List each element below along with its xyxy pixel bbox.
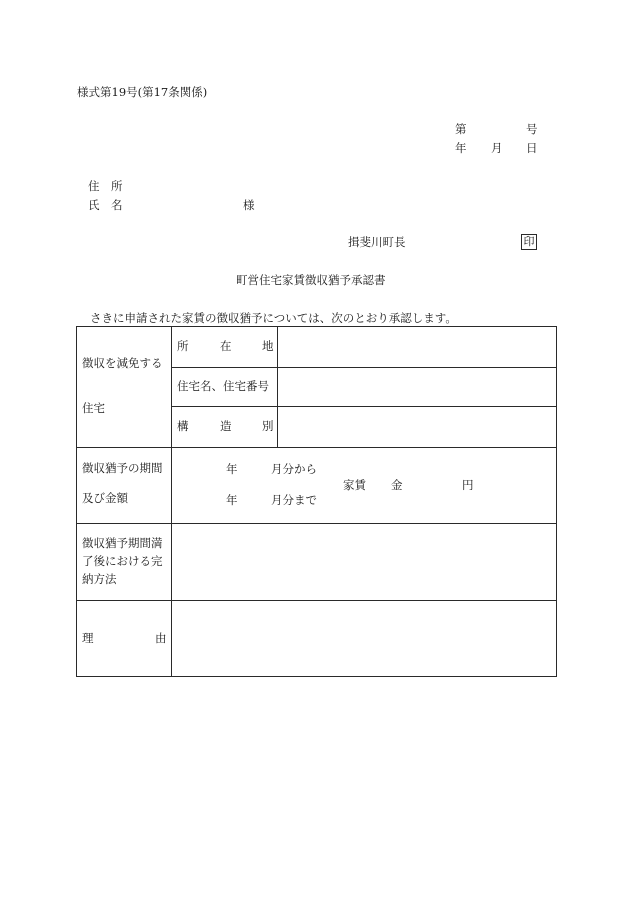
house-name-label: 住宅名、住宅番号 bbox=[177, 379, 269, 393]
doc-number-prefix: 第 bbox=[455, 122, 467, 136]
structure-label-char: 造 bbox=[220, 419, 232, 433]
table-line bbox=[76, 447, 557, 448]
structure-label-char: 構 bbox=[177, 419, 189, 433]
payment-label-line2: 了後における完 bbox=[82, 554, 163, 568]
table-line bbox=[76, 523, 557, 524]
payment-label-line3: 納方法 bbox=[82, 572, 117, 586]
location-label-char: 在 bbox=[220, 339, 232, 353]
doc-number-suffix: 号 bbox=[526, 122, 538, 136]
from-month: 月分から bbox=[271, 462, 317, 476]
reason-label-char: 理 bbox=[82, 631, 94, 645]
intro-text: さきに申請された家賃の徴収猶予については、次のとおり承認します。 bbox=[90, 311, 457, 325]
table-line bbox=[171, 326, 172, 677]
table-border-right bbox=[556, 326, 557, 677]
period-label-line1: 徴収猶予の期間 bbox=[82, 461, 163, 475]
table-line bbox=[171, 367, 557, 368]
housing-label-line1: 徴収を減免する bbox=[82, 356, 163, 370]
seal-mark: 印 bbox=[521, 234, 537, 250]
period-label-line2: 及び金額 bbox=[82, 491, 128, 505]
form-number: 様式第19号(第17条関係) bbox=[77, 85, 208, 99]
housing-label-line2: 住宅 bbox=[82, 401, 105, 415]
payment-label-line1: 徴収猶予期間満 bbox=[82, 536, 163, 550]
from-year: 年 bbox=[226, 462, 238, 476]
date-year: 年 bbox=[455, 141, 467, 155]
structure-label-char: 別 bbox=[262, 419, 274, 433]
table-border-left bbox=[76, 326, 77, 677]
to-year: 年 bbox=[226, 493, 238, 507]
date-day: 日 bbox=[526, 141, 538, 155]
to-month: 月分まで bbox=[271, 493, 317, 507]
table-line bbox=[76, 600, 557, 601]
date-month: 月 bbox=[491, 141, 503, 155]
document-title: 町営住宅家賃徴収猶予承認書 bbox=[236, 273, 386, 287]
table-border-top bbox=[76, 326, 557, 327]
yen-label: 円 bbox=[462, 478, 474, 492]
amount-label: 金 bbox=[391, 478, 403, 492]
address-label: 住 所 bbox=[88, 179, 123, 193]
table-line bbox=[277, 326, 278, 447]
rent-label: 家賃 bbox=[343, 478, 366, 492]
table-line bbox=[171, 406, 557, 407]
name-label: 氏 名 bbox=[88, 198, 123, 212]
reason-label-char: 由 bbox=[155, 631, 167, 645]
location-label-char: 地 bbox=[262, 339, 274, 353]
location-label-char: 所 bbox=[177, 339, 189, 353]
table-border-bottom bbox=[76, 676, 557, 677]
issuer-name: 揖斐川町長 bbox=[348, 235, 406, 249]
honorific: 様 bbox=[243, 198, 255, 212]
